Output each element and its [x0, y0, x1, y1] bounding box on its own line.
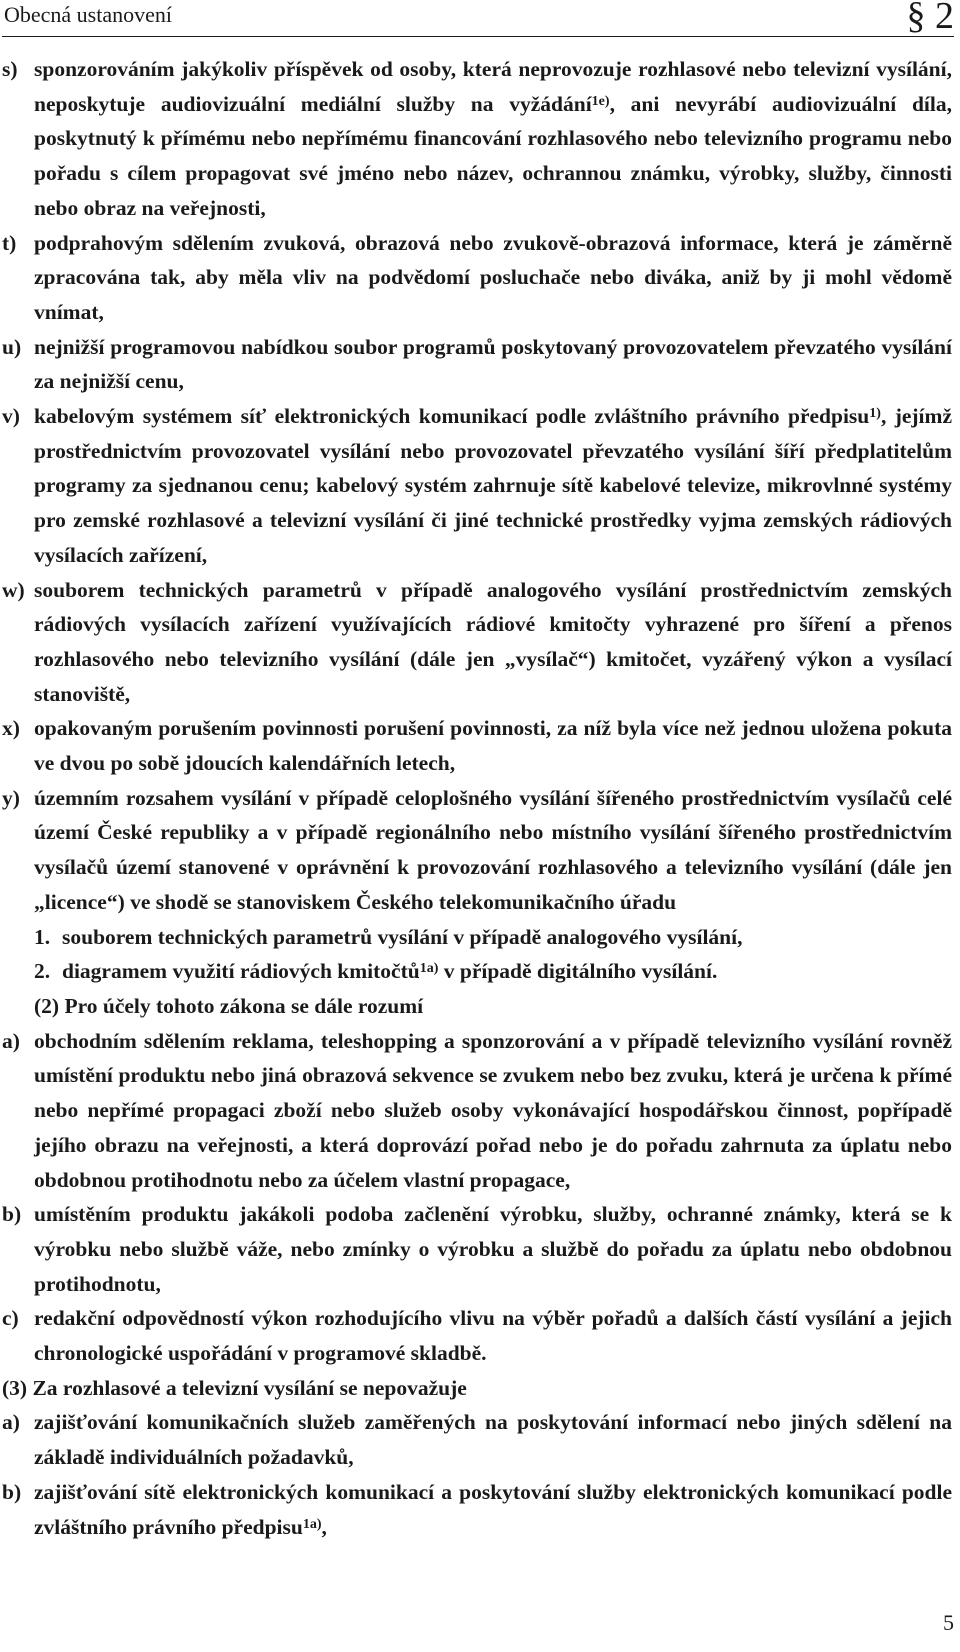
section-symbol: § 2	[906, 0, 954, 37]
item-text: kabelovým systémem síť elektronických komunikací podle zvláštního právního předpisu	[34, 404, 870, 429]
definition-item-y	[0, 781, 952, 920]
item-text: územním rozsahem vysílání v případě celoplošného vysílání šířeného prostřednictvím vysílačů celé území České republiky a v případě regionálního nebo místního vysílání šířeného prostřednictvím vysílačů území stanovené v oprávnění k provozování rozhlasového a televizního vysílání (dále jen „licence“) ve shodě se stanoviskem Českého telekomunikačního úřadu	[34, 785, 952, 914]
definition-item-u	[0, 330, 952, 399]
definition-item-t	[0, 226, 952, 330]
item-text-after: , ani nevyrábí audiovizuální díla, poskytnutý k přímému nebo nepřímému financování rozhlasového nebo televizního programu nebo pořadu s cílem propagovat své jméno nebo název, ochrannou známku, výrobky, služby, činnosti nebo obraz na veřejnosti,	[34, 91, 952, 220]
item-label: a)	[2, 1028, 20, 1053]
item-label: b)	[2, 1479, 22, 1504]
item-text: opakovaným porušením povinnosti porušení povinnosti, za níž byla více než jednou uložena pokuta ve dvou po sobě jdoucích kalendářních letech,	[34, 716, 952, 776]
item-text-after: , jejímž prostřednictvím provozovatel vysílání nebo provozovatel převzatého vysílání šíří předplatitelům programy za sjednanou cenu; kabelový systém zahrnuje sítě kabelové televize, mikrovlnné systémy pro zemské rozhlasové a televizní vysílání či jiné technické prostředky vyjma zemských rádiových vysílacích zařízení,	[34, 404, 952, 567]
definition-item-w	[0, 573, 952, 712]
item-label: w)	[2, 577, 25, 602]
numbered-item-1	[0, 920, 952, 955]
item-label: v)	[2, 404, 20, 429]
definition-item-c	[0, 1301, 952, 1370]
running-header	[0, 0, 960, 36]
item-label: y)	[2, 785, 20, 810]
item-text: umístěním produktu jakákoli podoba začlenění výrobku, služby, ochranné známky, která se k výrobku nebo službě váže, nebo zmínky o výrobku a službě do pořadu za úplatu nebo obdobnou protihodnotu,	[34, 1202, 952, 1296]
item-label: c)	[2, 1306, 19, 1331]
definition-item-s	[0, 52, 952, 226]
item-label: u)	[2, 334, 22, 359]
section-title: Obecná ustanovení	[4, 2, 172, 27]
exclusion-item-a	[0, 1405, 952, 1474]
exclusion-item-b	[0, 1475, 952, 1544]
item-label: 2.	[34, 959, 51, 984]
item-text-after: ,	[321, 1514, 327, 1539]
item-text: nejnižší programovou nabídkou soubor programů poskytovaný provozovatelem převzatého vysílání za nejnižší cenu,	[34, 334, 952, 394]
footnote-ref: 1a)	[302, 1516, 322, 1532]
definition-item-b	[0, 1197, 952, 1301]
numbered-item-2	[0, 954, 952, 989]
item-text: souborem technických parametrů vysílání v případě analogového vysílání,	[62, 924, 743, 949]
document-body	[0, 52, 952, 1544]
item-label: s)	[2, 57, 18, 81]
definition-item-a	[0, 1024, 952, 1198]
footnote-ref: 1e)	[591, 93, 610, 109]
item-label: x)	[2, 716, 20, 741]
item-text-after: v případě digitálního vysílání.	[438, 959, 718, 984]
item-text: sponzorováním jakýkoliv příspěvek od osoby, která neprovozuje rozhlasové nebo televizní vysílání, neposkytuje audiovizuální mediální služby na vyžádání	[34, 57, 952, 116]
item-label: t)	[2, 230, 17, 255]
footnote-ref: 1a)	[419, 961, 439, 977]
paragraph-3-heading: (3) Za rozhlasové a televizní vysílání se nepovažuje	[2, 1375, 467, 1400]
paragraph-2-heading: (2) Pro účely tohoto zákona se dále rozumí	[34, 993, 424, 1018]
item-label: 1.	[34, 924, 51, 949]
item-text: souborem technických parametrů v případě analogového vysílání prostřednictvím zemských rádiových vysílacích zařízení využívajících rádiové kmitočty vyhrazené pro šíření a přenos rozhlasového nebo televizního vysílání (dále jen „vysílač“) kmitočet, vyzářený výkon a vysílací stanoviště,	[34, 577, 952, 706]
item-text: podprahovým sdělením zvuková, obrazová nebo zvukově-obrazová informace, která je záměrně zpracována tak, aby měla vliv na podvědomí posluchače nebo diváka, aniž by ji mohl vědomě vnímat,	[34, 230, 952, 324]
item-text: obchodním sdělením reklama, teleshopping a sponzorování a v případě televizního vysílání rovněž umístění produktu nebo jiná obrazová sekvence se zvukem nebo bez zvuku, která je určena k přímé nebo nepřímé propagaci zboží nebo služeb osoby vykonávající hospodářskou činnost, popřípadě jejího obrazu na veřejnosti, a která doprovází pořad nebo je do pořadu zahrnuta za úplatu nebo obdobnou protihodnotu nebo za účelem vlastní propagace,	[34, 1028, 952, 1192]
definition-item-x	[0, 711, 952, 780]
item-label: b)	[2, 1202, 22, 1227]
header-rule	[2, 36, 954, 37]
item-text: zajišťování sítě elektronických komunikací a poskytování služby elektronických komunikací podle zvláštního právního předpisu	[34, 1479, 952, 1539]
page-number: 5	[943, 1610, 954, 1635]
item-text: zajišťování komunikačních služeb zaměřených na poskytování informací nebo jiných sdělení na základě individuálních požadavků,	[34, 1410, 952, 1470]
item-text: diagramem využití rádiových kmitočtů	[62, 959, 420, 984]
item-label: a)	[2, 1410, 20, 1435]
item-text: redakční odpovědností výkon rozhodujícího vlivu na výběr pořadů a dalších částí vysílání a jejich chronologické uspořádání v programové skladbě.	[34, 1306, 952, 1366]
definition-item-v	[0, 399, 952, 573]
footnote-ref: 1)	[869, 406, 881, 422]
